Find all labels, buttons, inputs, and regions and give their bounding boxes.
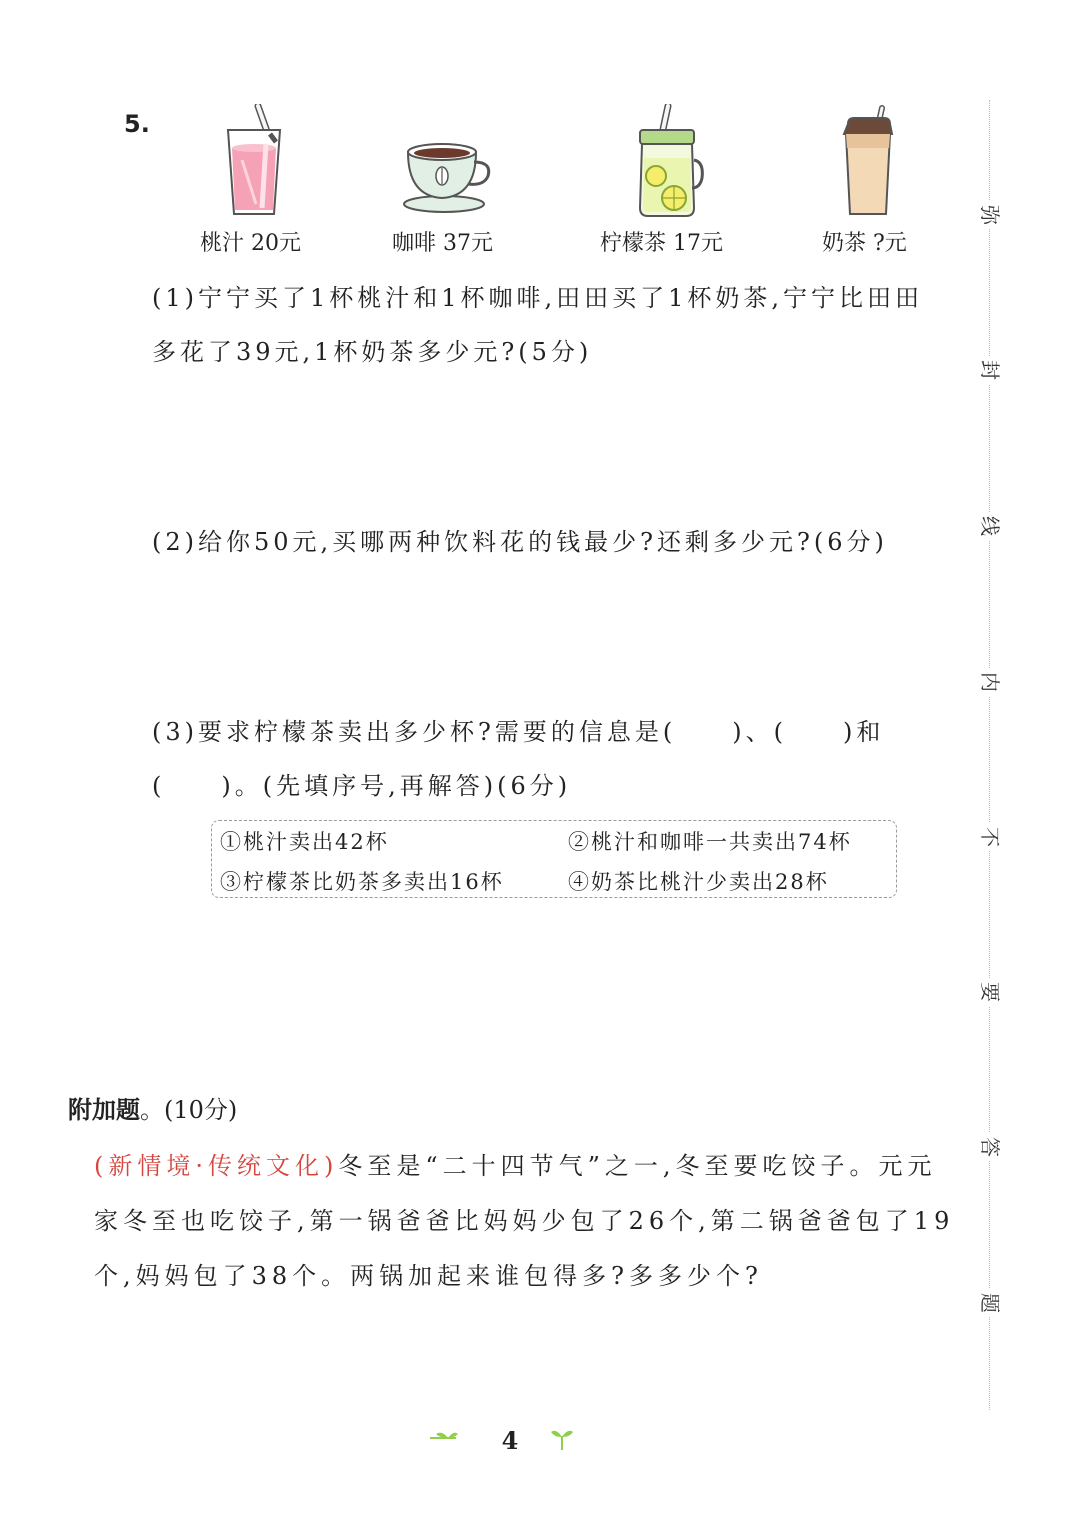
seal-char-5: 不 [975,823,1005,851]
info-item-4: ④奶茶比桃汁少卖出28杯 [568,870,829,894]
drink-label-lemon-tea: 柠檬茶 17元 [600,231,723,256]
sprout-left-icon [428,1430,458,1448]
seal-char-2: 封 [975,356,1005,384]
info-item-1: ①桃汁卖出42杯 [220,830,389,854]
bonus-heading [68,1090,237,1125]
seal-char-3: 线 [975,512,1005,540]
question-part1-line1: (1)宁宁买了1杯桃汁和1杯咖啡,田田买了1杯奶茶,宁宁比田田 [152,284,924,312]
info-item-3: ③柠檬茶比奶茶多卖出16杯 [220,870,504,894]
bonus-line3: 个,妈妈包了38个。两锅加起来谁包得多?多多少个? [94,1262,763,1290]
question-part2-line1: (2)给你50元,买哪两种饮料花的钱最少?还剩多少元?(6分) [152,528,888,556]
lemon-tea-jar-icon [632,104,704,220]
seal-char-8: 题 [975,1289,1005,1317]
seal-char-7: 答 [975,1133,1005,1161]
drink-label-milk-tea: 奶茶 ?元 [822,231,907,256]
drink-label-coffee: 咖啡 37元 [392,231,493,256]
drink-label-peach-juice: 桃汁 20元 [200,231,301,256]
seal-char-1: 弥 [975,201,1005,229]
bonus-line1-text: 冬至是“二十四节气”之一,冬至要吃饺子。元元 [338,1152,937,1180]
question-number: 5. [124,110,150,138]
sprout-right-icon [550,1428,574,1450]
page-number: 4 [501,1426,519,1455]
bonus-line2: 家冬至也吃饺子,第一锅爸爸比妈妈少包了26个,第二锅爸爸包了19 [94,1207,955,1235]
bonus-tag: (新情境·传统文化) [94,1152,339,1180]
milk-tea-cup-icon [838,104,898,218]
bonus-title: 附加题 [68,1096,140,1124]
info-item-2: ②桃汁和咖啡一共卖出74杯 [568,830,852,854]
bonus-line1 [94,1146,937,1181]
coffee-cup-icon [400,140,492,214]
question-part3-line1: (3)要求柠檬茶卖出多少杯?需要的信息是( )、( )和 [152,718,885,746]
seal-char-4: 内 [975,668,1005,696]
question-part3-line2: ( )。(先填序号,再解答)(6分) [152,772,572,800]
seal-char-6: 要 [975,978,1005,1006]
peach-juice-glass-icon [218,104,290,222]
question-part1-line2: 多花了39元,1杯奶茶多少元?(5分) [152,338,593,366]
bonus-score: 。(10分) [140,1096,238,1124]
seal-line [989,100,990,1410]
